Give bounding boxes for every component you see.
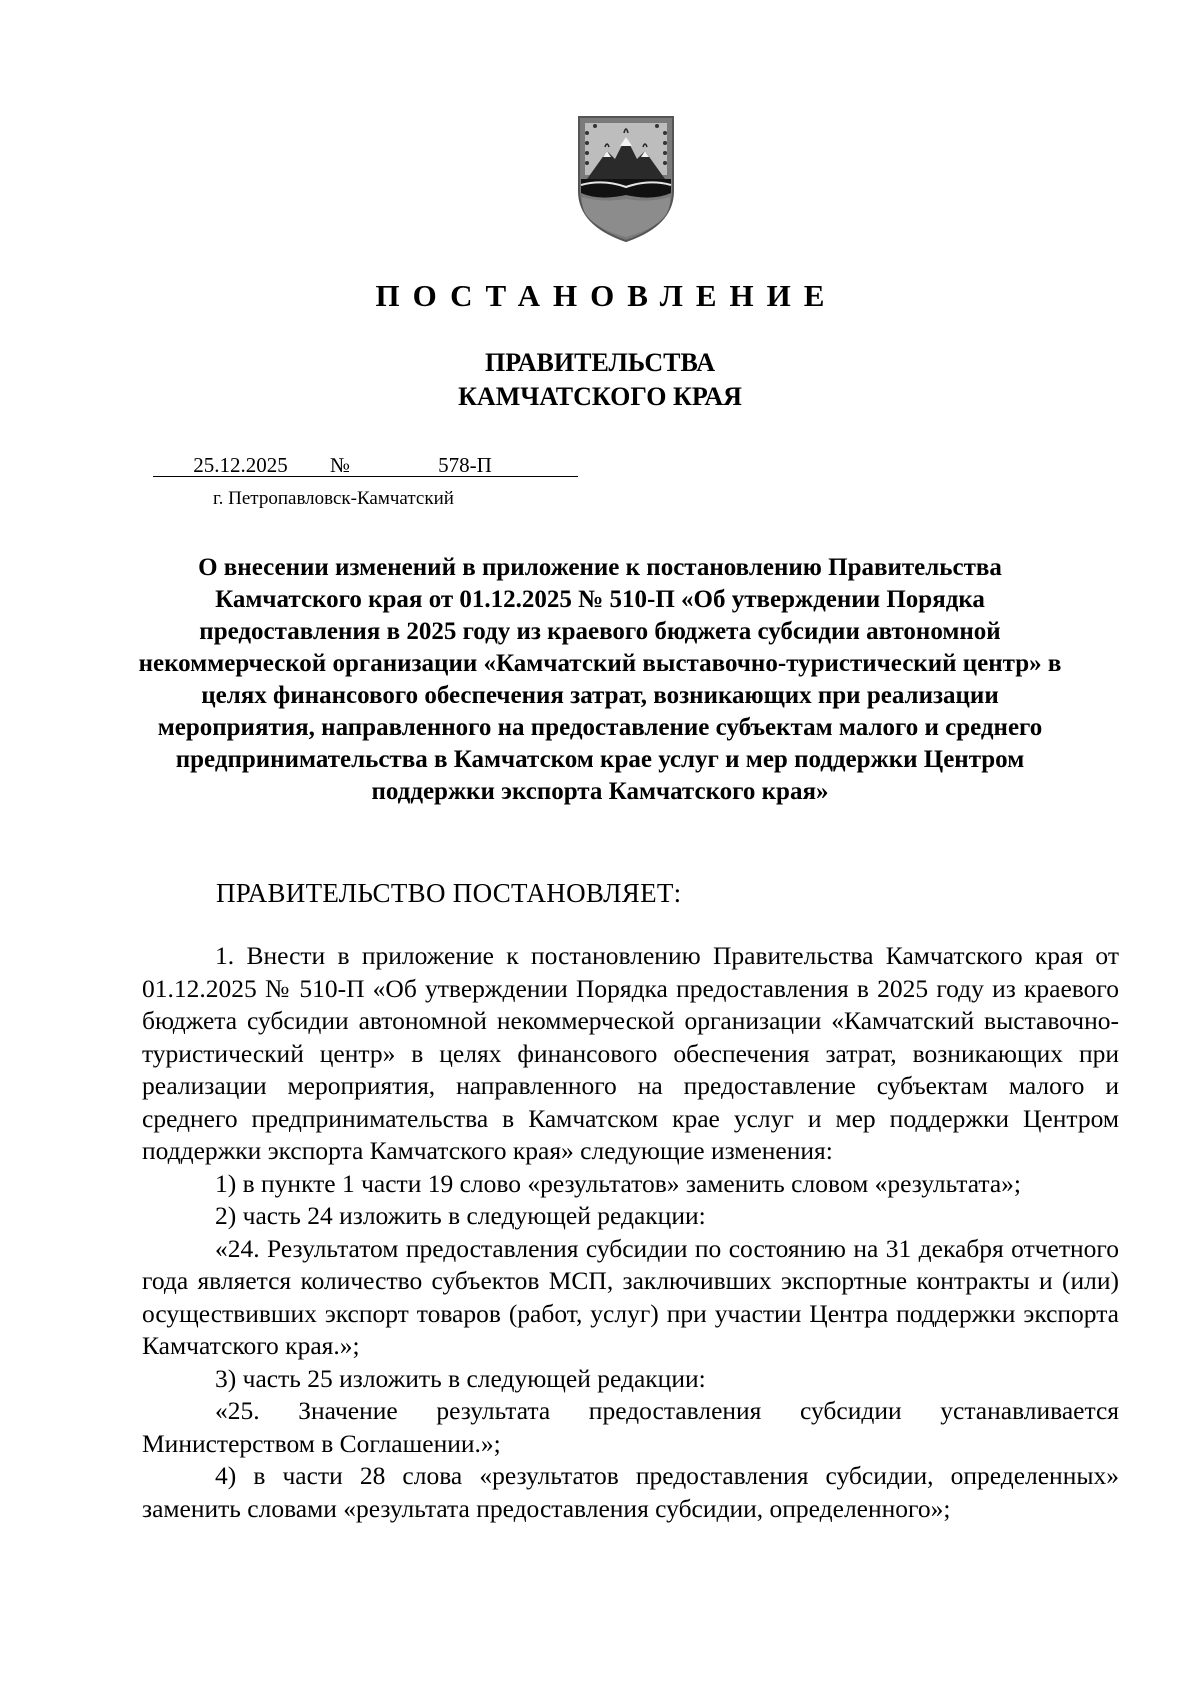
date-number-row bbox=[153, 452, 578, 482]
document-number: 578-П bbox=[352, 454, 578, 477]
paragraph: 4) в части 28 слова «результатов предоставления субсидии, определенных» заменить словами «результата предоставления субсидии, определенного»; bbox=[142, 1461, 1119, 1523]
document-type-title: ПОСТАНОВЛЕНИЕ bbox=[375, 278, 838, 313]
paragraph: 2) часть 24 изложить в следующей редакции: bbox=[215, 1201, 706, 1230]
authority-line-1: ПРАВИТЕЛЬСТВА bbox=[485, 348, 715, 377]
paragraph: 3) часть 25 изложить в следующей редакции: bbox=[215, 1363, 706, 1393]
issuing-authority bbox=[0, 346, 1200, 414]
authority-line-2: КАМЧАТСКОГО КРАЯ bbox=[458, 382, 742, 411]
number-sign: № bbox=[329, 453, 351, 477]
paragraph: 1) в пункте 1 части 19 слово «результатов» заменить словом «результата»; bbox=[215, 1168, 1022, 1198]
place-of-issue: г. Петропавловск-Камчатский bbox=[213, 488, 454, 509]
document-body bbox=[142, 940, 1119, 1525]
coat-of-arms-emblem bbox=[573, 113, 679, 243]
paragraph: «25. Значение результата предоставления субсидии устанавливается Министерством в Соглашении.»; bbox=[142, 1396, 1119, 1458]
document-subject: О внесении изменений в приложение к постановлению Правительства Камчатского края от 01.12.2025 № 510-П «Об утверждении Порядка предоставления в 2025 году из краевого бюджета субсидии автономной некоммерческой организации «Камчатский выставочно-туристический центр» в целях финансового обеспечения затрат, возникающих при реализации мероприятия, направленного на предоставление субъектам малого и среднего предпринимательства в Камчатском крае услуг и мер поддержки Центром поддержки экспорта Камчатского края» bbox=[138, 554, 1062, 805]
paragraph: 1. Внести в приложение к постановлению Правительства Камчатского края от 01.12.2025 № 510-П «Об утверждении Порядка предоставления в 2025 году из краевого бюджета субсидии автономной некоммерческой организации «Камчатский выставочно-туристический центр» в целях финансового обеспечения затрат, возникающих при реализации мероприятия, направленного на предоставление субъектам малого и среднего предпринимательства в Камчатском крае услуг и мер поддержки Центром поддержки экспорта Камчатского края» следующие изменения: bbox=[142, 941, 1119, 1165]
document-date: 25.12.2025 bbox=[153, 454, 328, 477]
paragraph: «24. Результатом предоставления субсидии по состоянию на 31 декабря отчетного года является количество субъектов МСП, заключивших экспортные контракты и (или) осуществивших экспорт товаров (работ, услуг) при участии Центра поддержки экспорта Камчатского края.»; bbox=[142, 1233, 1119, 1360]
decrees-heading: ПРАВИТЕЛЬСТВО ПОСТАНОВЛЯЕТ: bbox=[216, 878, 682, 908]
